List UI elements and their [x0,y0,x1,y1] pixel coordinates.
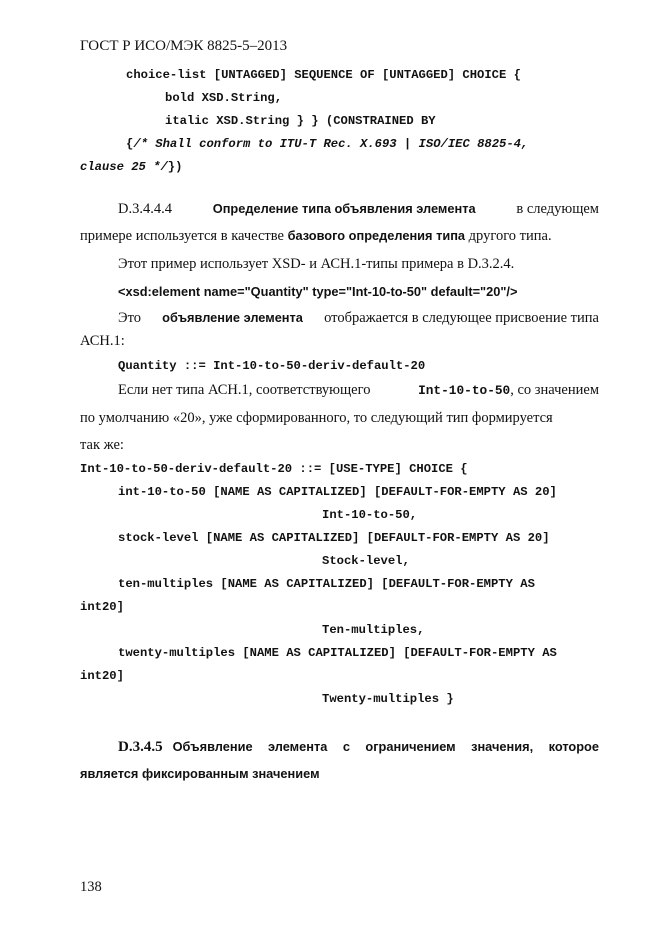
section-heading [118,739,599,756]
code-line: int20] [80,669,124,683]
paragraph-line: примере используется в качестве базового определения типа другого типа. [80,228,552,244]
paragraph-line: так же: [80,437,124,453]
code-line: twenty-multiples [NAME AS CAPITALIZED] [DEFAULT-FOR-EMPTY AS [118,646,557,660]
code-line: Ten-multiples, [322,623,425,637]
clause-number: D.3.4.4.4 [118,201,172,217]
code-line [80,160,182,174]
code-line: ten-multiples [NAME AS CAPITALIZED] [DEFAULT-FOR-EMPTY AS [118,577,535,591]
code-line: Quantity ::= Int-10-to-50-deriv-default-20 [118,359,426,373]
code-brace: }) [167,160,183,174]
code-comment: /* Shall conform to ITU-T Rec. X.693 | ISO/IEC 8825-4, [133,137,529,151]
code-line: Int-10-to-50-deriv-default-20 ::= [USE-TYPE] CHOICE { [80,462,468,476]
paragraph-line: Если нет типа АСН.1, соответствующего Int-10-to-50, со значением [118,382,599,398]
code-line: italic XSD.String } } (CONSTRAINED BY [165,114,436,128]
paragraph-line: D.3.4.4.4 Определение типа объявления элемента в следующем [118,201,599,217]
paragraph-line: АСН.1: [80,333,125,349]
bold-term: Определение типа объявления элемента [212,201,476,216]
code-line: int20] [80,600,124,614]
code-brace: { [126,137,134,151]
section-number: D.3.4.5 [118,739,163,755]
paragraph-line: Этот пример использует XSD- и АСН.1-типы примера в D.3.2.4. [118,256,515,272]
code-line: choice-list [UNTAGGED] SEQUENCE OF [UNTAGGED] CHOICE { [126,68,521,82]
document-header: ГОСТ Р ИСО/МЭК 8825-5–2013 [80,38,288,54]
code-line: bold XSD.String, [165,91,283,105]
page-number: 138 [80,879,102,895]
code-line: Stock-level, [322,554,410,568]
section-title-continued: является фиксированным значением [80,766,320,781]
code-line: int-10-to-50 [NAME AS CAPITALIZED] [DEFAULT-FOR-EMPTY AS 20] [118,485,557,499]
paragraph-line: по умолчанию «20», уже сформированного, то следующий тип формируется [80,410,553,426]
xsd-example: <xsd:element name="Quantity" type="Int-10-to-50" default="20"/> [118,284,518,299]
inline-code: Int-10-to-50 [418,383,511,398]
code-comment: clause 25 */ [80,160,168,174]
code-line: Int-10-to-50, [322,508,418,522]
section-title: Объявление элемента с ограничением значения, которое [172,739,599,754]
code-line: Twenty-multiples } [322,692,454,706]
bold-term: базового определения типа [287,228,466,243]
code-line: stock-level [NAME AS CAPITALIZED] [DEFAULT-FOR-EMPTY AS 20] [118,531,550,545]
paragraph-line: Это объявление элемента отображается в следующее присвоение типа [118,310,599,326]
bold-term: объявление элемента [162,310,303,325]
code-line [126,137,528,151]
